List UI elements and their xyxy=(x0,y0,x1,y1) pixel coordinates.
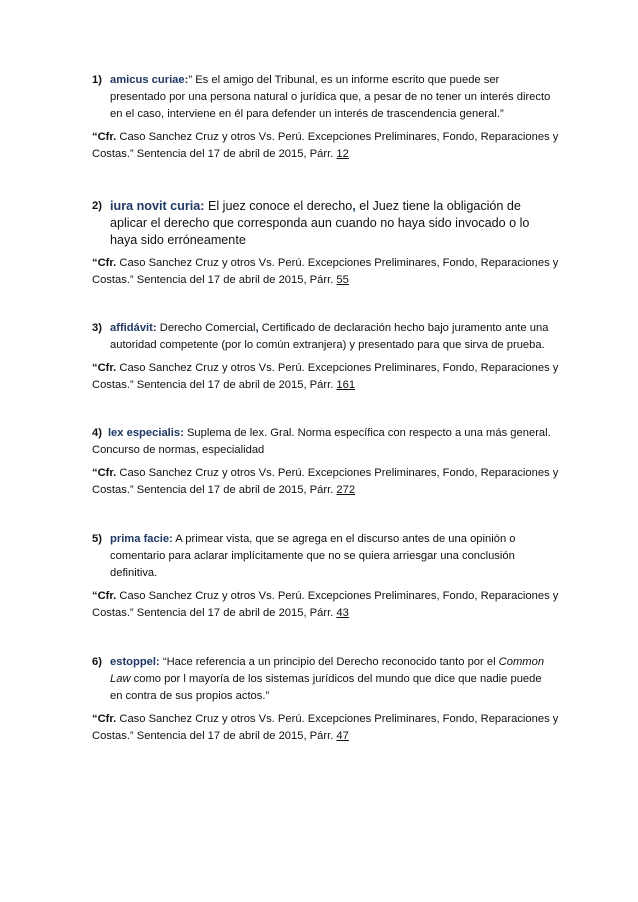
entry-number: 3) xyxy=(92,322,102,334)
entry-term-line xyxy=(92,198,552,249)
citation-6 xyxy=(92,711,562,745)
entry-definition: ” Es el amigo del Tribunal, es un informe escrito que puede ser presentado por una persona natural o jurídica que, a pesar de no tener un interés directo en el caso, interviene en él para defender un interés de trascendencia general.” xyxy=(110,74,551,120)
citation-cfr: “Cfr. xyxy=(92,590,117,602)
citation-paragraph: 12 xyxy=(336,148,349,160)
entry-number: 5) xyxy=(92,533,102,545)
citation-cfr: “Cfr. xyxy=(92,467,117,479)
entry-definition-part-b: Certificado de declaración hecho bajo juramento ante una autoridad competente (por lo común extranjera) y presentado para que sirva de prueba. xyxy=(110,322,549,351)
entry-term: lex especialis: xyxy=(107,427,184,439)
citation-2 xyxy=(92,255,562,289)
entry-definition-separator: , xyxy=(352,199,356,213)
entry-definition-part-a: El juez conoce el derecho xyxy=(204,199,353,213)
citation-paragraph: 47 xyxy=(336,730,349,742)
citation-paragraph: 55 xyxy=(336,274,349,286)
citation-cfr: “Cfr. xyxy=(92,257,117,269)
entry-number: 2) xyxy=(92,200,102,212)
citation-cfr: “Cfr. xyxy=(92,131,117,143)
entry-term-line xyxy=(92,425,562,442)
citation-text: Caso Sanchez Cruz y otros Vs. Perú. Excepciones Preliminares, Fondo, Reparaciones y Costas.” Sentencia del 17 de abril de 2015, Párr. xyxy=(92,362,559,391)
entry-definition-separator: , xyxy=(255,322,259,334)
entry-term-line xyxy=(92,72,552,123)
entry-definition-part-a: “Hace referencia a un principio del Derecho reconocido tanto por el xyxy=(159,656,499,668)
entry-term: iura novit curia: xyxy=(110,199,205,213)
glossary-entry-3 xyxy=(92,320,552,354)
glossary-entry-2 xyxy=(92,198,552,249)
entry-term-line xyxy=(92,531,552,582)
citation-1 xyxy=(92,129,562,163)
entry-term: estoppel: xyxy=(110,656,160,668)
citation-cfr: “Cfr. xyxy=(92,713,117,725)
entry-number: 6) xyxy=(92,656,102,668)
citation-text: Caso Sanchez Cruz y otros Vs. Perú. Excepciones Preliminares, Fondo, Reparaciones y Costas.” Sentencia del 17 de abril de 2015, Párr. xyxy=(92,467,559,496)
citation-cfr: “Cfr. xyxy=(92,362,117,374)
entry-definition-emphasis: Common Law xyxy=(110,656,545,685)
entry-definition-part-b: Concurso de normas, especialidad xyxy=(92,444,265,456)
citation-text: Caso Sanchez Cruz y otros Vs. Perú. Excepciones Preliminares, Fondo, Reparaciones y Costas.” Sentencia del 17 de abril de 2015, Párr. xyxy=(92,257,559,286)
entry-term: amicus curiae: xyxy=(110,74,189,86)
entry-definition-part-a: Suplema de lex. Gral. Norma específica con respecto a una más general. xyxy=(183,427,551,439)
entry-number: 4) xyxy=(92,427,102,439)
citation-paragraph: 43 xyxy=(336,607,349,619)
glossary-entry-1 xyxy=(92,72,552,123)
glossary-entry-5 xyxy=(92,531,552,582)
citation-3 xyxy=(92,360,562,394)
entry-definition: A primear vista, que se agrega en el discurso antes de una opinión o comentario para aclarar implícitamente que no se quiera arriesgar una conclusión definitiva. xyxy=(110,533,516,579)
citation-paragraph: 161 xyxy=(336,379,356,391)
citation-5 xyxy=(92,588,562,622)
citation-paragraph: 272 xyxy=(336,484,356,496)
entry-term: affidávit: xyxy=(110,322,157,334)
glossary-entry-4 xyxy=(92,425,562,459)
entry-term-line xyxy=(92,320,552,354)
citation-text: Caso Sanchez Cruz y otros Vs. Perú. Excepciones Preliminares, Fondo, Reparaciones y Costas.” Sentencia del 17 de abril de 2015, Párr. xyxy=(92,131,559,160)
entry-term: prima facie: xyxy=(110,533,173,545)
citation-text: Caso Sanchez Cruz y otros Vs. Perú. Excepciones Preliminares, Fondo, Reparaciones y Costas.” Sentencia del 17 de abril de 2015, Párr. xyxy=(92,590,559,619)
entry-definition-part-b: como por l mayoría de los sistemas jurídicos del mundo que dice que nadie puede en contra de sus propios actos.” xyxy=(110,673,542,702)
entry-definition-part-b: el Juez tiene la obligación de aplicar el derecho que corresponda aun cuando no haya sido invocado o lo haya sido erróneamente xyxy=(110,199,530,247)
citation-4 xyxy=(92,465,562,499)
glossary-entry-6 xyxy=(92,654,552,705)
citation-text: Caso Sanchez Cruz y otros Vs. Perú. Excepciones Preliminares, Fondo, Reparaciones y Costas.” Sentencia del 17 de abril de 2015, Párr. xyxy=(92,713,559,742)
entry-number: 1) xyxy=(92,74,102,86)
entry-term-line xyxy=(92,654,552,705)
entry-definition-part-a: Derecho Comercial xyxy=(156,322,256,334)
